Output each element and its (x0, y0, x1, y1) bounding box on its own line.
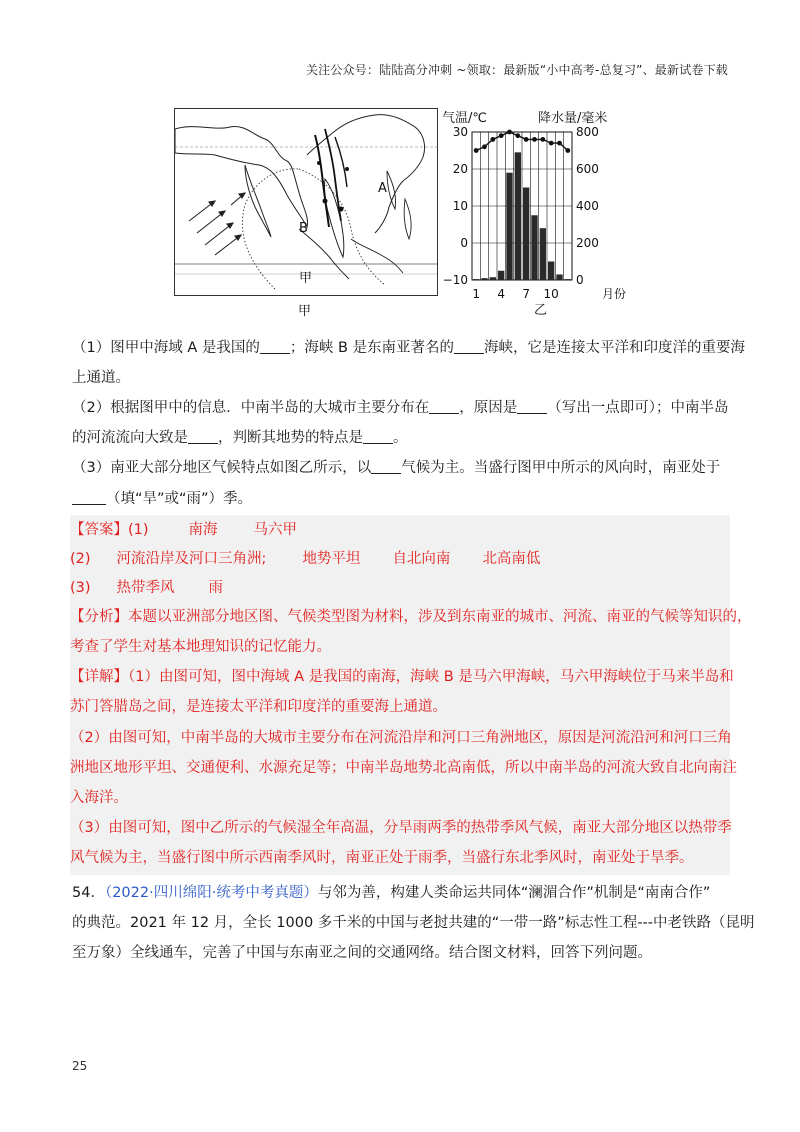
question-54-line-1: 54．（2022·四川绵阳·统考中考真题）与邻为善，构建人类命运共同体“澜湄合作”机制是“南南合作” (72, 885, 711, 901)
detail-line-4: 洲地区地形平坦、交通便利、水源充足等；中南半岛地势北高南低，所以中南半岛的河流大致自北向南注 (70, 760, 737, 776)
detail-line-5: 入海洋。 (70, 790, 128, 806)
precip-bar-12 (565, 279, 571, 280)
left-tick-labels (443, 125, 468, 287)
question-1-line-2: 上通道。 (72, 370, 130, 386)
precip-bar-4 (498, 271, 504, 280)
right-tick-1: 600 (576, 162, 599, 176)
page-number: 25 (72, 1059, 88, 1073)
precip-bar-7 (523, 188, 529, 281)
blank[interactable] (188, 429, 218, 444)
blank[interactable] (363, 429, 393, 444)
blank[interactable] (517, 399, 547, 414)
left-tick-1: 20 (452, 162, 468, 176)
right-tick-3: 200 (576, 236, 599, 250)
answer-line-2: (2) 河流沿岸及河口三角洲; 地势平坦 自北向南 北高南低 (70, 551, 541, 567)
precip-bar-5 (506, 173, 512, 280)
answer-line-1: 【答案】(1) 南海 马六甲 (70, 522, 298, 538)
precip-bar-8 (531, 215, 537, 280)
right-axis-title: 降水量/毫米 (538, 111, 608, 126)
answer-line-3: (3) 热带季风 雨 (70, 580, 224, 596)
question-1-line-1: （1）图甲中海域 A 是我国的 ；海峡 B 是东南亚著名的 海峡，它是连接太平洋和印度洋的重要海 (72, 340, 746, 356)
precip-bar-3 (490, 277, 496, 280)
left-tick-2: 10 (452, 199, 468, 213)
caption-yi: 乙 (534, 303, 548, 318)
left-tick-3: 0 (460, 236, 468, 250)
temp-point-1 (474, 148, 479, 153)
asia-map (174, 108, 438, 296)
temp-point-10 (549, 141, 554, 146)
question-source-link[interactable]: （2022·四川绵阳·统考中考真题） (104, 885, 318, 901)
detail-line-6: （3）由图可知，图中乙所示的气候湿全年高温，分旱雨两季的热带季风气候，南亚大部分地区以热带季 (70, 820, 732, 836)
figure-area (174, 108, 644, 318)
precip-bar-10 (548, 262, 554, 281)
chart-grid (472, 132, 572, 280)
strait-label-b: B (299, 221, 308, 236)
precip-bar-1 (473, 279, 479, 280)
precip-bar-11 (556, 274, 562, 280)
temp-point-3 (490, 137, 495, 142)
question-3-line-1: （3）南亚大部分地区气候特点如图乙所示，以 气候为主。当盛行图甲中所示的风向时，南亚处于 (72, 460, 721, 476)
right-tick-4: 0 (576, 273, 584, 287)
precip-bar-9 (540, 228, 546, 280)
page-header: 关注公众号：陆陆高分冲刺 ~领取：最新版“小中高考-总复习”、最新试卷下载 (305, 63, 728, 77)
blank[interactable] (260, 339, 290, 354)
temp-point-11 (557, 141, 562, 146)
precip-bar-6 (515, 152, 521, 280)
temp-point-2 (482, 144, 487, 149)
detail-line-7: 风气候为主，当盛行图中所示西南季风时，南亚正处于雨季，当盛行东北季风时，南亚处于旱季。 (70, 850, 694, 866)
precip-bar-2 (481, 278, 487, 280)
right-tick-labels (576, 125, 599, 287)
question-2-line-1: （2）根据图甲中的信息．中南半岛的大城市主要分布在 ，原因是 （写出一点即可）；中南半岛 (72, 400, 729, 416)
temp-point-4 (499, 133, 504, 138)
x-axis-unit: 月份 (602, 287, 627, 301)
detail-line-2: 苏门答腊岛之间，是连接太平洋和印度洋的重要海上通道。 (70, 699, 447, 715)
sea-label-a: A (378, 181, 387, 196)
left-tick-0: 30 (452, 125, 468, 139)
blank[interactable] (371, 459, 401, 474)
right-tick-0: 800 (576, 125, 599, 139)
x-tick-1: 1 (472, 287, 480, 301)
x-tick-7: 7 (522, 287, 530, 301)
temp-point-8 (532, 137, 537, 142)
question-3-line-2: （填“旱”或“雨”）季。 (72, 489, 252, 509)
temp-point-9 (540, 137, 545, 142)
temp-point-5 (507, 130, 512, 135)
x-tick-4: 4 (497, 287, 505, 301)
blank[interactable] (72, 490, 106, 505)
map-inner-label-jia: 甲 (299, 271, 313, 286)
blank[interactable] (454, 339, 484, 354)
caption-jia: 甲 (298, 304, 312, 319)
question-54-line-3: 至万象）全线通车，完善了中国与东南亚之间的交通网络。结合图文材料，回答下列问题。 (72, 945, 652, 961)
question-54-line-2: 的典范。2021 年 12 月，全长 1000 多千米的中国与老挝共建的“一带一路”标志性工程---中老铁路（昆明 (72, 915, 755, 931)
detail-line-1: 【详解】（1）由图可知，图中海域 A 是我国的南海，海峡 B 是马六甲海峡，马六甲海峡位于马来半岛和 (70, 669, 734, 685)
x-tick-labels (472, 287, 558, 301)
analysis-line-2: 考查了学生对基本地理知识的记忆能力。 (70, 639, 331, 655)
temp-point-12 (565, 148, 570, 153)
blank[interactable] (429, 399, 459, 414)
temp-point-7 (524, 137, 529, 142)
left-axis-title: 气温/℃ (442, 111, 487, 126)
left-tick-4: −10 (442, 273, 468, 287)
question-2-line-2: 的河流流向大致是 ，判断其地势的特点是 。 (72, 430, 408, 446)
climate-chart (442, 108, 642, 318)
analysis-line-1: 【分析】本题以亚洲部分地区图、气候类型图为材料，涉及到东南亚的城市、河流、南亚的气候等知识的， (70, 609, 752, 625)
right-tick-2: 400 (576, 199, 599, 213)
temp-point-6 (515, 133, 520, 138)
detail-line-3: （2）由图可知，中南半岛的大城市主要分布在河流沿岸和河口三角洲地区，原因是河流沿河和河口三角 (70, 730, 732, 746)
x-tick-10: 10 (543, 287, 559, 301)
